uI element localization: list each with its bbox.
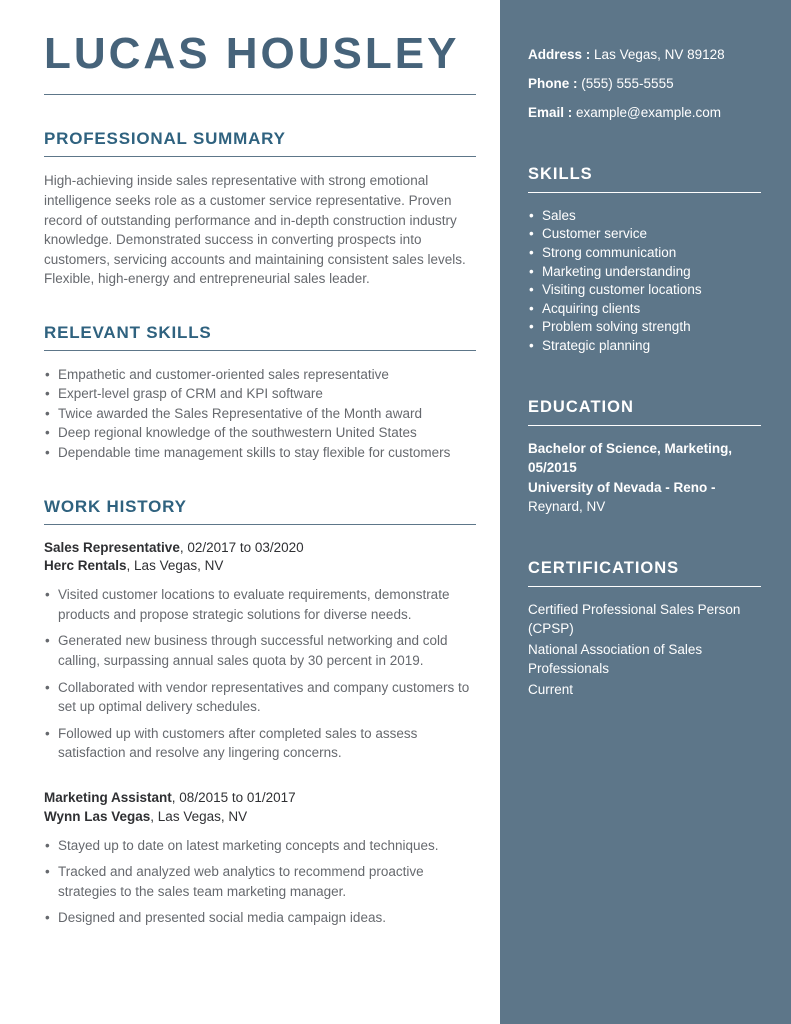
job-location: , Las Vegas, NV bbox=[150, 808, 248, 824]
certification-item: Certified Professional Sales Person (CPSP) bbox=[528, 602, 741, 637]
list-item: • Tracked and analyzed web analytics to recommend proactive strategies to the sales team marketing manager. bbox=[44, 862, 476, 901]
certification-item: National Association of Sales Professionals bbox=[528, 642, 703, 676]
certification-item: Current bbox=[528, 681, 574, 697]
contact-phone bbox=[528, 75, 761, 94]
job-title: Sales Representative bbox=[44, 539, 180, 555]
list-item: • Customer service bbox=[528, 225, 761, 244]
job-bullets bbox=[44, 836, 476, 928]
contact-email-label: Email : bbox=[528, 104, 573, 120]
list-item: • Empathetic and customer-oriented sales representative bbox=[44, 365, 476, 385]
education-title: EDUCATION bbox=[528, 398, 761, 426]
list-item: • Generated new business through successful networking and cold calling, surpassing annual sales quota by 30 percent in 2019. bbox=[44, 631, 476, 670]
list-item: • Collaborated with vendor representatives and company customers to set up optimal delivery schedules. bbox=[44, 678, 476, 717]
section-professional-summary bbox=[44, 129, 476, 288]
list-item: • Expert-level grasp of CRM and KPI software bbox=[44, 384, 476, 404]
job-company-line bbox=[44, 557, 476, 576]
professional-summary-title: PROFESSIONAL SUMMARY bbox=[44, 129, 476, 157]
list-item: • Designed and presented social media campaign ideas. bbox=[44, 908, 476, 928]
job-dates: , 02/2017 to 03/2020 bbox=[179, 539, 304, 555]
job-company: Herc Rentals bbox=[44, 558, 127, 574]
job-title-line bbox=[44, 539, 476, 558]
list-item: • Visiting customer locations bbox=[528, 281, 761, 300]
skills-list bbox=[528, 207, 761, 356]
education-school: University of Nevada - Reno - bbox=[528, 480, 716, 496]
header-divider bbox=[44, 94, 476, 95]
contact-email bbox=[528, 104, 761, 123]
list-item: • Acquiring clients bbox=[528, 300, 761, 319]
contact-address-value: Las Vegas, NV 89128 bbox=[594, 47, 725, 62]
job-company: Wynn Las Vegas bbox=[44, 808, 151, 824]
contact-email-value: example@example.com bbox=[576, 104, 722, 120]
list-item: • Twice awarded the Sales Representative of the Month award bbox=[44, 404, 476, 424]
education-school-line bbox=[528, 479, 761, 517]
education-degree: Bachelor of Science, Marketing, 05/2015 bbox=[528, 440, 733, 475]
list-item: • Stayed up to date on latest marketing concepts and techniques. bbox=[44, 836, 476, 856]
job-dates: , 08/2015 to 01/2017 bbox=[171, 789, 296, 805]
education-school-location: Reynard, NV bbox=[528, 499, 606, 515]
job-entry bbox=[44, 539, 476, 763]
contact-block bbox=[528, 46, 761, 123]
candidate-name: LUCAS HOUSLEY bbox=[44, 29, 460, 78]
list-item: • Problem solving strength bbox=[528, 318, 761, 337]
relevant-skills-title: RELEVANT SKILLS bbox=[44, 323, 476, 351]
professional-summary-text: High-achieving inside sales representative with strong emotional intelligence seeks role as a customer service representative. Proven record of outstanding performance and in-depth construction industry knowledge. Demonstrated success in converting prospects into customers, servicing accounts and maintaining consistent sales levels. Flexible, high-energy and entrepreneurial sales leader. bbox=[44, 173, 466, 287]
sidebar bbox=[500, 0, 791, 1024]
job-title: Marketing Assistant bbox=[44, 789, 172, 805]
contact-phone-label: Phone : bbox=[528, 75, 578, 91]
job-entry bbox=[44, 789, 476, 928]
section-skills bbox=[528, 165, 761, 356]
skills-title: SKILLS bbox=[528, 165, 761, 193]
list-item: • Strong communication bbox=[528, 244, 761, 263]
section-work-history bbox=[44, 497, 476, 928]
job-title-line bbox=[44, 789, 476, 808]
list-item: • Visited customer locations to evaluate requirements, demonstrate products and propose strategic solutions for diverse needs. bbox=[44, 585, 476, 624]
list-item: • Marketing understanding bbox=[528, 263, 761, 282]
list-item: • Dependable time management skills to stay flexible for customers bbox=[44, 443, 476, 463]
list-item: • Sales bbox=[528, 207, 761, 226]
list-item: • Deep regional knowledge of the southwestern United States bbox=[44, 423, 476, 443]
job-company-line bbox=[44, 808, 476, 827]
contact-address bbox=[528, 46, 761, 65]
list-item: • Followed up with customers after completed sales to assess satisfaction and resolve any lingering concerns. bbox=[44, 724, 476, 763]
list-item: • Strategic planning bbox=[528, 337, 761, 356]
section-relevant-skills bbox=[44, 323, 476, 463]
job-location: , Las Vegas, NV bbox=[126, 558, 224, 574]
section-certifications bbox=[528, 559, 761, 699]
contact-phone-value: (555) 555-5555 bbox=[581, 75, 674, 91]
job-bullets bbox=[44, 585, 476, 763]
relevant-skills-list bbox=[44, 365, 476, 463]
work-history-title: WORK HISTORY bbox=[44, 497, 476, 525]
main-column bbox=[44, 30, 476, 928]
certifications-title: CERTIFICATIONS bbox=[528, 559, 761, 587]
contact-address-label: Address : bbox=[528, 47, 591, 62]
section-education bbox=[528, 398, 761, 518]
